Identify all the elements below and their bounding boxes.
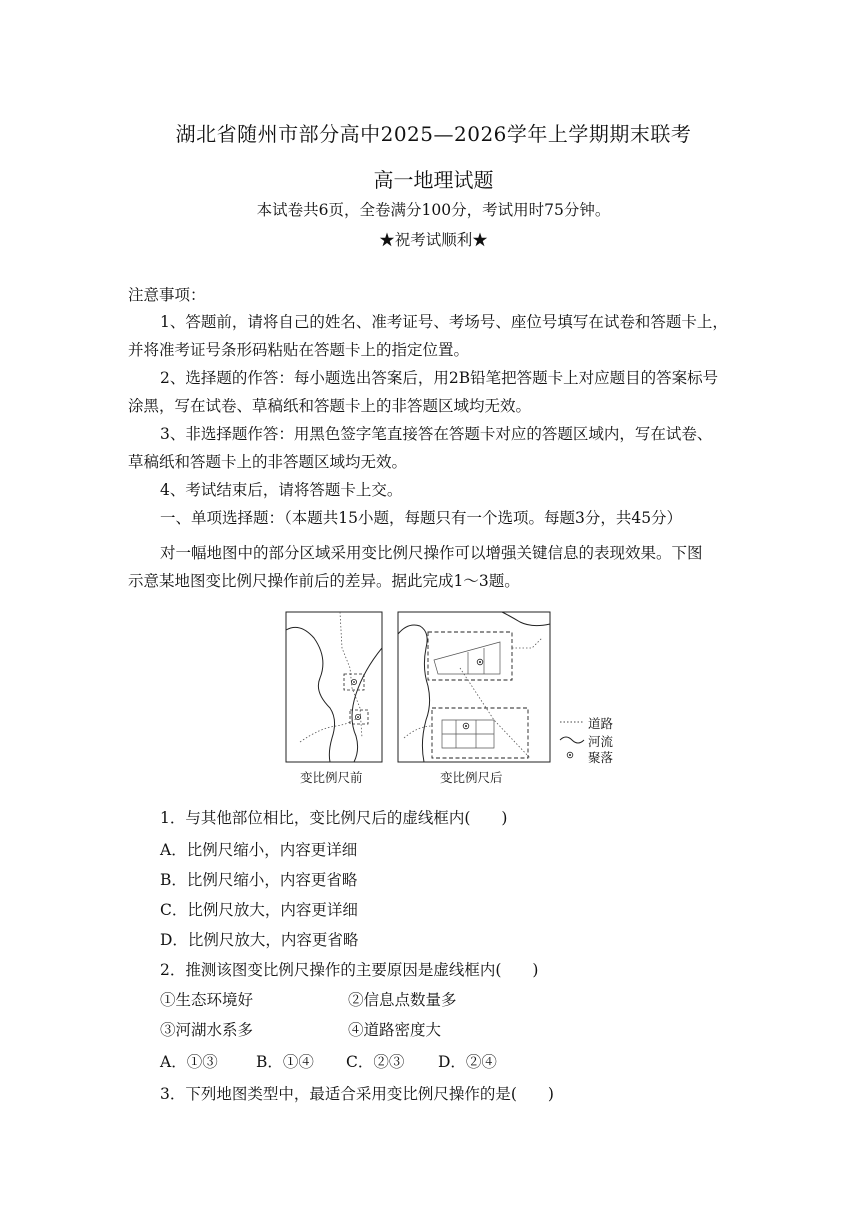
legend-road-label: 道路	[588, 716, 614, 731]
q3-stem: 3．下列地图类型中，最适合采用变比例尺操作的是( )	[160, 1085, 554, 1103]
map-diagram	[280, 608, 620, 788]
q1-stem: 1．与其他部位相比，变比例尺后的虚线框内( )	[160, 809, 508, 827]
q2-statement-3: ③河湖水系多	[160, 1021, 254, 1039]
exam-title: 湖北省随州市部分高中2025—2026学年上学期期末联考	[175, 122, 692, 146]
map-before	[286, 612, 382, 762]
caption-before: 变比例尺前	[300, 770, 363, 785]
q2-option-a: A．①③	[160, 1053, 218, 1071]
legend-river-symbol	[560, 737, 584, 743]
map-after	[398, 612, 550, 762]
notice-item-2-line-2: 涂黑，写在试卷、草稿纸和答题卡上的非答题区域均无效。	[128, 397, 532, 415]
exam-subtitle: 高一地理试题	[373, 168, 494, 192]
q1-option-d: D．比例尺放大，内容更省略	[160, 931, 359, 949]
q2-option-b: B．①④	[256, 1053, 314, 1071]
legend-settlement-symbol	[567, 752, 573, 758]
caption-after: 变比例尺后	[440, 770, 503, 785]
section-1-intro-line-2: 示意某地图变比例尺操作前后的差异。据此完成1～3题。	[128, 572, 520, 590]
section-1-intro-line-1: 对一幅地图中的部分区域采用变比例尺操作可以增强关键信息的表现效果。下图	[160, 544, 703, 562]
notice-item-4: 4、考试结束后，请将答题卡上交。	[160, 481, 403, 499]
q2-statement-4: ④道路密度大	[348, 1021, 442, 1039]
q1-option-b: B．比例尺缩小，内容更省略	[160, 871, 358, 889]
q1-option-a: A．比例尺缩小，内容更详细	[160, 841, 358, 859]
exam-info: 本试卷共6页，全卷满分100分，考试用时75分钟。	[256, 201, 611, 219]
q1-option-c: C．比例尺放大，内容更详细	[160, 901, 358, 919]
legend-river-label: 河流	[588, 734, 614, 749]
notice-item-3-line-1: 3、非选择题作答：用黑色签字笔直接答在答题卡对应的答题区域内，写在试卷、	[160, 425, 713, 443]
notice-item-2-line-1: 2、选择题的作答：每小题选出答案后，用2B铅笔把答题卡上对应题目的答案标号	[160, 369, 719, 387]
section-1-heading: 一、单项选择题：（本题共15小题，每题只有一个选项。每题3分，共45分）	[160, 509, 683, 527]
q2-statement-2: ②信息点数量多	[348, 991, 457, 1009]
q2-option-d: D．②④	[438, 1053, 497, 1071]
exam-wish: ★祝考试顺利★	[379, 231, 488, 249]
notice-item-3-line-2: 草稿纸和答题卡上的非答题区域均无效。	[128, 453, 408, 471]
notice-heading: 注意事项：	[128, 286, 206, 304]
notice-item-1-line-2: 并将准考证号条形码粘贴在答题卡上的指定位置。	[128, 341, 470, 359]
q2-statement-1: ①生态环境好	[160, 991, 254, 1009]
notice-item-1-line-1: 1、答题前，请将自己的姓名、准考证号、考场号、座位号填写在试卷和答题卡上，	[160, 313, 728, 331]
q2-option-c: C．②③	[346, 1053, 405, 1071]
legend-settlement-label: 聚落	[588, 750, 614, 765]
q2-stem: 2．推测该图变比例尺操作的主要原因是虚线框内( )	[160, 961, 539, 979]
map-figure	[280, 608, 620, 788]
